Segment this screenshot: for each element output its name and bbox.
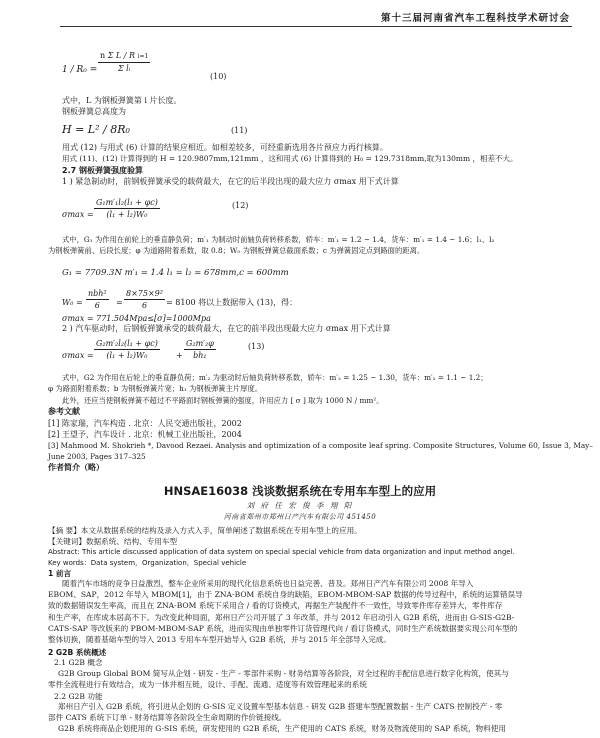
eq13-num1: G₂m′₂l₂(l₁ + φc)	[96, 339, 158, 348]
s22-line: G2B 系统将商品企划使用的 G-SIS 系统，研发使用的 G2B 系统，生产使用的 CATS 系统，财务及物流使用的 SAP 系统，物料使用	[58, 724, 506, 734]
eq13-plus: +	[176, 351, 183, 360]
references-heading: 参考文献	[48, 407, 80, 416]
eq13-num2: G₂m′₂φ	[186, 339, 214, 348]
eq13-frac2	[184, 338, 216, 361]
eq10-lhs: 1 / R₀ =	[62, 65, 98, 75]
reference-3: [3] Mahmood M. Shokrieh *, Davood Rezaei. Analysis and optimization of a composite leaf spring. Composite Structures, Volume 60, Issue 3, May–	[48, 441, 593, 450]
running-head: 第十三届河南省汽车工程科技学术研讨会	[380, 13, 570, 24]
eq12-note1: 式中，G₁ 为作用在前轮上的垂直静负荷；m′₁ 为制动时前轴负荷转移系数，轿车：m′₁ = 1.2 ~ 1.4，货车：m′₁ = 1.4 ~ 1.6；l₁、l₂	[62, 235, 495, 244]
header-rule	[60, 26, 572, 27]
reference-3-cont: June 2003, Pages 317–325	[48, 452, 146, 461]
eq10-note1: 式中，L 为钢板弹簧第 i 片长度。	[62, 96, 182, 105]
eq10-sum-top: n	[100, 51, 106, 60]
eq13-lhs: σmax =	[62, 351, 94, 360]
s22-line: 部件 CATS 系统下订单 - 财务结算等各阶段全生命周期的作价链接线。	[48, 713, 287, 723]
eq12-den: (l₁ + l₂)W₀	[106, 210, 148, 219]
eq11-calc: 用式 (11)、(12) 计算得到的 H = 120.9807mm,121mm ，这和用式 (6) 计算得到的 H₀ = 129.7318mm,取为130mm ，相差不大。	[62, 154, 518, 163]
section-2-2-heading: 2.2 G2B 功能	[54, 692, 103, 701]
s1-line: CATS-SAP 等改版来的 PBOM-MBOM-SAP 系统，进而实现由单独零件订货管理代向 / 看订货模式，同时生产系统数据要实现公司车型的	[48, 623, 518, 633]
calc2-frac2-num: 8×75×9²	[126, 289, 163, 298]
calc2-frac1	[86, 288, 109, 311]
s22-line: 郑州日产引入 G2B 系统，将引进从企划的 G-SIS 定义设置车型基本信息 - 研发 G2B 搭建车型配置数据 - 生产 CATS 控制投产 - 零	[58, 702, 503, 711]
s21-line: G2B Group Global BOM 简写从企划 - 研发 - 生产 - 零部件采购 - 财务结算等各阶段，对全过程的手配信息进行数字化构筑，使其与	[58, 669, 509, 678]
section-2-7-text: 1 ) 紧急制动时，前钢板弹簧承受的载荷最大，在它的后半段出现的最大应力 σmax 用下式计算	[62, 177, 399, 186]
eq12-number: (12)	[232, 201, 249, 210]
reference-2: [2] 王望予，汽车设计 . 北京：机械工业出版社，2004	[48, 430, 242, 439]
calc2-equals: =	[116, 298, 123, 307]
eq13-note2: φ 为路面附着系数；b 为钢板弹簧片宽；h₁ 为钢板弹簧主片厚度。	[48, 384, 263, 393]
eq13-note3: 此外，还应当使钢板弹簧不超过不平路面时钢板弹簧的强度，许用应力 [ σ ] 取为 1000 N / mm²。	[62, 396, 384, 405]
section-2-7-heading: 2.7 钢板弹簧强度验算	[62, 166, 143, 175]
abstract-cn: 【摘 要】本文从数据系统的结构及录入方式入手，简单阐述了数据系统在专用车型上的应用。	[48, 526, 362, 535]
keywords-en: Key words：Data system，Organization，Special vehicle	[48, 559, 247, 567]
eq10-fraction	[98, 50, 150, 74]
eq11-note: 用式 (12) 与用式 (6) 计算的结果应相近。如相差较多，可经重新选用各片预应力再行核算。	[62, 143, 388, 152]
article-title: HNSAE16038 浅谈数据系统在专用车车型上的应用	[163, 484, 437, 498]
eq10-number: (10)	[210, 72, 227, 81]
section-1-heading: 1 前言	[48, 569, 72, 578]
calc2-frac1-den: 6	[94, 301, 100, 310]
eq10-numerator: Σ L / R	[107, 51, 136, 60]
author-bio: 作者简介（略）	[48, 463, 104, 472]
section-1-body	[48, 578, 568, 645]
s1-line: EBOM、SAP，2012 年导入 MBOM[1]，由于 ZNA-BOM 系统自身的缺陷，EBOM-MBOM-SAP 数据的传导过程中，系统的运算错误导	[48, 590, 523, 600]
calc2-frac1-num: nbh²	[88, 289, 107, 298]
s1-line: 随着汽车市场的竞争日益激烈，整车企业所采用的现代化信息系统也日益完善、普及。郑州日产汽车有限公司 2008 年导入	[62, 579, 474, 588]
calc2-lhs: W₀ =	[62, 298, 83, 307]
abstract-en: Abstract: This article discussed application of data system on special special vehicle from data organization and input method angel.	[48, 548, 515, 556]
calc2-rest: = 8100 将以上数据带入 (13)，得：	[166, 298, 298, 307]
section-2-1-body	[48, 668, 568, 690]
section-2-heading: 2 G2B 系统概述	[48, 648, 107, 657]
s1-line: 整体切换，随着基础车型的导入 2013 专用车车型开始导入 G2B 系统，并与 2015 年全部导入完成。	[48, 635, 391, 645]
eq13-note1: 式中，G2 为作用在后轮上的垂直静负荷；m′₂ 为驱动时后轴负荷转移系数，轿车：m′₂ = 1.25 ~ 1.30，货车：m′₂ = 1.1 ~ 1.2；	[62, 373, 488, 382]
calc-line1: G₁ = 7709.3N m′₁ = 1.4 l₁ = l₂ = 678mm,c = 600mm	[62, 268, 289, 278]
eq11-number: (11)	[231, 126, 248, 135]
calc-line3: σmax = 771.504Mpa≤[σ]=1000Mpa	[62, 314, 211, 323]
section-2-2-body	[48, 701, 568, 738]
eq13-den1: (l₁ + l₂)W₀	[106, 351, 148, 360]
eq10-denominator: Σ lᵢ	[117, 64, 131, 73]
eq10-sum-bottom: i=1	[137, 53, 149, 60]
keywords-cn: 【关键词】数据系统、结构、专用车型	[48, 537, 178, 546]
s1-line: 致的数据错误发生率高，而且在 ZNA-BOM 系统下采用合 / 看的订货模式，再据生产装配件不一致性，导致零件库存差异大，零件库存	[48, 601, 503, 611]
eq13-frac1	[94, 338, 160, 361]
s21-line: 零件全流程进行有效结合，成为一体并相互链，设计、手配、流通、适度等有效管理起来的系统	[48, 680, 367, 690]
eq11-expr: H = L² / 8R₀	[62, 123, 130, 136]
reference-1: [1] 陈家瑞，汽车构造 . 北京：人民交通出版社，2002	[48, 419, 242, 428]
eq10-note2: 钢板弹簧总高度为	[62, 107, 126, 116]
article-authors: 刘 府 任 宏 俊 李 翔 阳	[246, 501, 354, 510]
eq13-number: (13)	[248, 342, 265, 351]
section-2-7-text2: 2 ) 汽车驱动时，后钢板弹簧承受的载荷最大，在它的前半段出现最大应力 σmax 用下式计算	[62, 324, 391, 333]
calc2-frac2-den: 6	[141, 301, 148, 310]
eq12-lhs: σmax =	[62, 210, 94, 219]
article-affiliation: 河南省郑州市郑州日产汽车有限公司 451450	[223, 513, 377, 521]
s1-line: 和生产率，在库成本居高不下。为改变此种局面，郑州日产公司开展了 3 年改革，并与 2012 年启动引入 G2B 系统，进而由 G-SIS-G2B-	[48, 612, 515, 622]
eq12-num: G₁m′₁l₂(l₁ + φc)	[96, 198, 158, 207]
eq13-den2: bh₁	[193, 351, 207, 360]
eq12-note2: 为钢板弹簧前、后段长度；φ 为道路附着系数，取 0.8；W₀ 为钢板弹簧总截面系数；c 为弹簧固定点到路面的距离。	[48, 246, 425, 255]
section-2-1-heading: 2.1 G2B 概念	[54, 658, 103, 667]
eq12-fraction	[94, 197, 160, 220]
calc2-frac2	[124, 288, 165, 311]
